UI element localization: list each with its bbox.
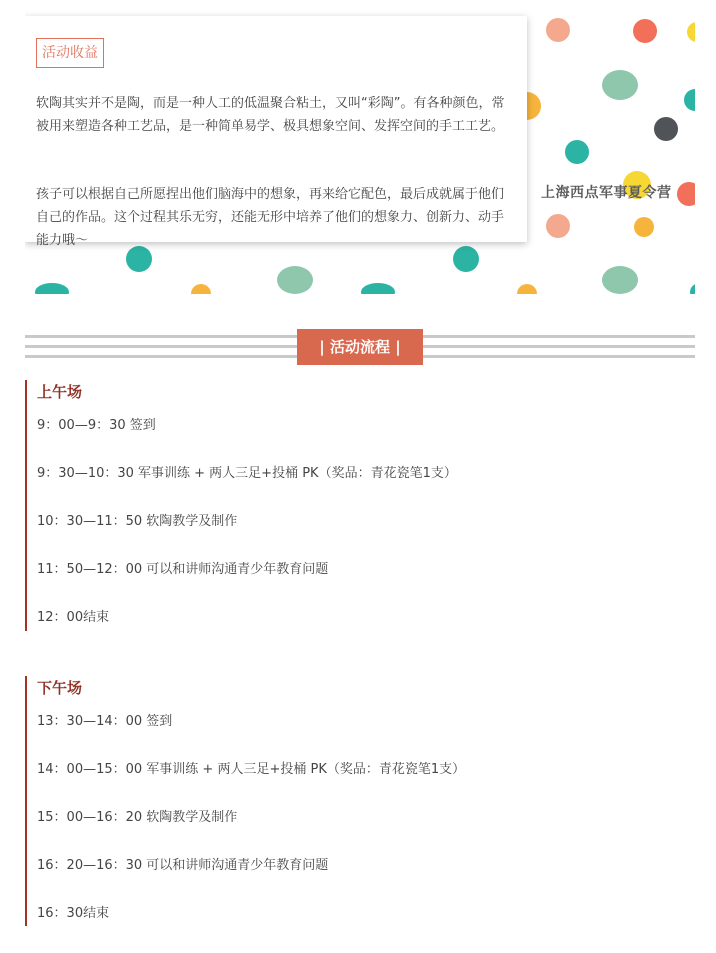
- schedule-item: 11：50—12：00 可以和讲师沟通青少年教育问题: [37, 562, 329, 577]
- schedule-title: 上午场: [37, 383, 83, 401]
- schedule-item: 12：00结束: [37, 610, 110, 625]
- schedule-afternoon: [25, 676, 697, 926]
- section-title: | 活动流程 |: [297, 329, 423, 365]
- card-paragraph: 孩子可以根据自己所愿捏出他们脑海中的想象，再来给它配色，最后成就属于他们自己的作品。这个过程其乐无穷，还能无形中培养了他们的想象力、创新力、动手能力哦～: [36, 187, 505, 248]
- schedule-title: 下午场: [37, 679, 83, 697]
- schedule-item: 10：30—11：50 软陶教学及制作: [37, 514, 238, 529]
- schedule-list: [37, 713, 465, 953]
- card-title: 活动收益: [36, 38, 104, 68]
- schedule-item: 9：00—9：30 签到: [37, 418, 156, 433]
- banner-watermark: 上海西点军事夏令营: [541, 184, 672, 200]
- benefits-card: [25, 16, 527, 248]
- schedule-morning: [25, 380, 697, 631]
- section-header: [25, 327, 695, 367]
- schedule-item: 14：00—15：00 军事训练 + 两人三足+投桶 PK（奖品：青花瓷笔1支）: [37, 762, 466, 777]
- schedule-item: 9：30—10：30 军事训练 + 两人三足+投桶 PK（奖品：青花瓷笔1支）: [37, 466, 457, 481]
- schedule-item: 16：30结束: [37, 906, 110, 921]
- schedule-item: 15：00—16：20 软陶教学及制作: [37, 810, 238, 825]
- banner: [25, 0, 695, 294]
- schedule-list: [37, 417, 457, 657]
- schedule-item: 16：20—16：30 可以和讲师沟通青少年教育问题: [37, 858, 329, 873]
- card-paragraph: 软陶其实并不是陶，而是一种人工的低温聚合粘土，又叫“彩陶”。有各种颜色，常被用来塑造各种工艺品，是一种简单易学、极具想象空间、发挥空间的手工工艺。: [36, 96, 505, 134]
- schedule-item: 13：30—14：00 签到: [37, 714, 173, 729]
